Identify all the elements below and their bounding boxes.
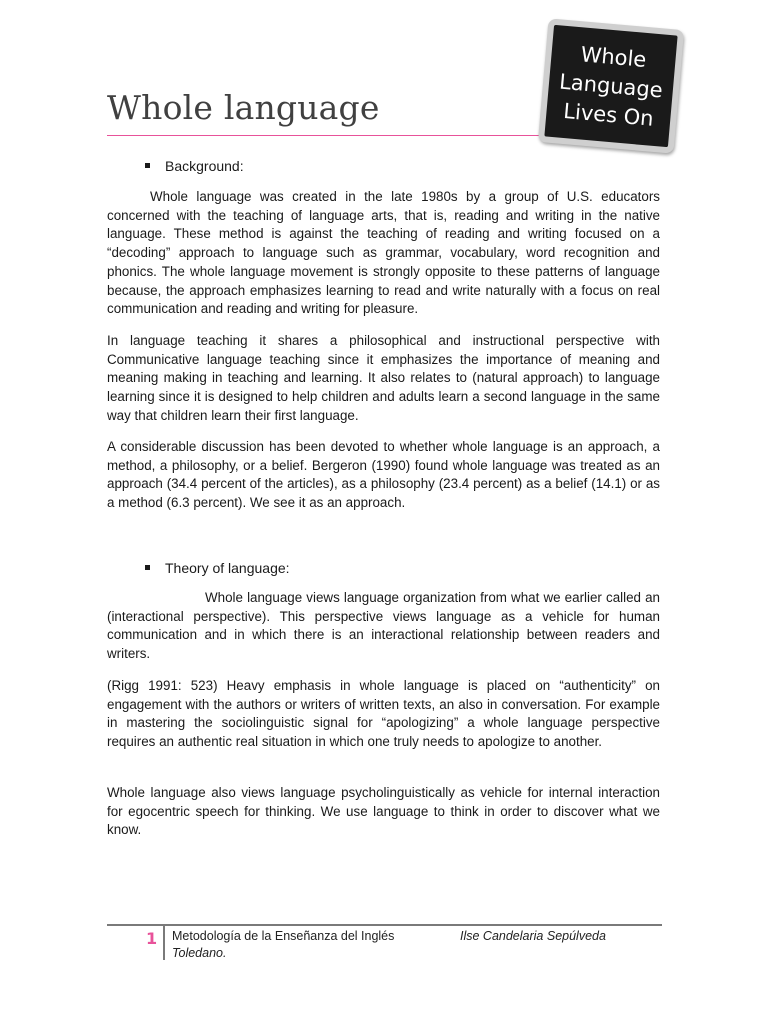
badge-line-2: Language — [558, 69, 664, 102]
whole-language-badge — [538, 18, 684, 153]
paragraph: Whole language was created in the late 1980s by a group of U.S. educators concerned with the teaching of language arts, that is, reading and writing in the native language. These method is against the teaching of reading and writing focused on a “decoding” approach to language such as grammar, vocabulary, word recognition and phonics. The whole language movement is strongly opposite to these patterns of language because, the approach emphasizes learning to read and write naturally with a focus on real communication and reading and writing for pleasure. — [107, 189, 660, 317]
paragraph: Whole language also views language psycholinguistically as vehicle for internal interaction for egocentric speech for thinking. We use language to think in order to discover what we know. — [107, 785, 660, 838]
badge-line-1: Whole — [579, 41, 648, 72]
badge-line-3: Lives On — [562, 98, 655, 131]
paragraph: (Rigg 1991: 523) Heavy emphasis in whole language is placed on “authenticity” on engagement with the authors or writers of written texts, an also in conversation. For example in mastering the sociolinguistic signal for “apologizing” a whole language perspective requires an authentic real situation in which one truly needs to apologize to another. — [107, 678, 660, 750]
bullet-square-icon — [145, 565, 150, 570]
footer-author: Ilse Candelaria Sepúlveda — [460, 929, 606, 943]
footer-course: Metodología de la Enseñanza del Inglés — [172, 929, 395, 943]
section-heading-theory — [145, 559, 290, 577]
footer-page-number: 1 — [146, 929, 158, 948]
section-heading-label: Theory of language: — [165, 560, 290, 576]
section-heading-label: Background: — [165, 158, 244, 174]
footer-rule — [107, 924, 662, 926]
paragraph: In language teaching it shares a philosophical and instructional perspective with Communicative language teaching since it emphasizes the importance of meaning and meaning making in teaching and learning. It also relates to (natural approach) to language learning since it is designed to help children and adults learn a second language in the same way that children learn their first language. — [107, 333, 660, 423]
section-heading-background — [145, 157, 244, 175]
paragraph: Whole language views language organization from what we earlier called an (interactional perspective). This perspective views language as a vehicle for human communication and in which there is an interactional relationship between readers and writers. — [107, 590, 660, 662]
paragraph: A considerable discussion has been devoted to whether whole language is an approach, a method, a philosophy, or a belief. Bergeron (1990) found whole language was treated as an approach (34.4 percent of the articles), as a philosophy (23.4 percent) as a belief (14.1) or as a method (6.3 percent). We see it as an approach. — [107, 439, 660, 511]
bullet-square-icon — [145, 163, 150, 168]
footer-author-continued: Toledano. — [172, 946, 227, 960]
footer-divider — [163, 926, 165, 960]
page-title: Whole language — [107, 88, 380, 127]
